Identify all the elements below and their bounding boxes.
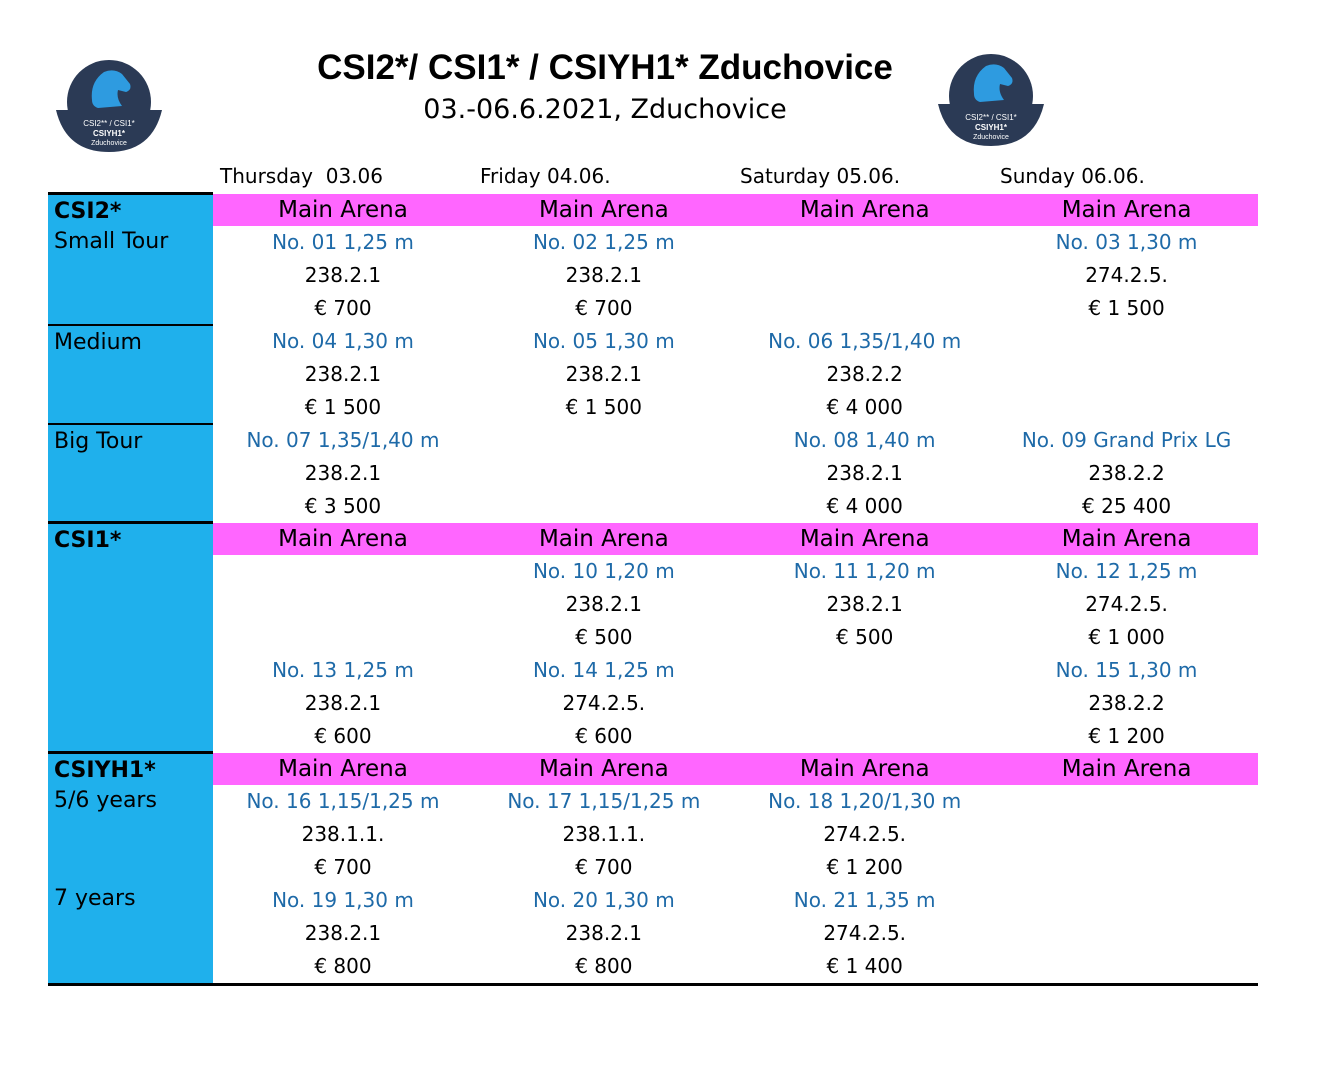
competition-prize: € 800 [575, 953, 633, 978]
competition-cell [213, 785, 474, 884]
competition-name: No. 20 1,30 m [532, 887, 675, 912]
competition-cell [995, 226, 1258, 325]
competition-name: No. 13 1,25 m [272, 657, 414, 682]
competition-cell [734, 884, 995, 985]
schedule-table [48, 192, 1258, 986]
table-row [48, 884, 1258, 985]
arena-cell: Main Arena [213, 753, 474, 785]
competition-cell [213, 884, 474, 985]
competition-name: No. 15 1,30 m [1055, 657, 1198, 682]
competition-cell [213, 555, 474, 654]
competition-rule: 238.2.2 [1088, 460, 1165, 485]
competition-cell [734, 325, 995, 424]
row-label: 5/6 years [54, 788, 157, 813]
competition-rule: 238.2.1 [565, 361, 642, 386]
competition-rule: 274.2.5. [1085, 262, 1168, 287]
competition-name: No. 11 1,20 m [793, 558, 936, 583]
section-label-csi2 [48, 194, 213, 325]
section-title: CSI2* [54, 199, 122, 224]
section-label-csiyh1 [48, 753, 213, 985]
logo-text-line1: CSI2** / CSI1* [83, 119, 135, 128]
day-header-sunday: Sunday 06.06. [1000, 164, 1145, 188]
competition-name: No. 21 1,35 m [793, 887, 936, 912]
competition-rule: 238.1.1. [562, 821, 646, 846]
competition-name: No. 05 1,30 m [532, 328, 675, 353]
logo-text-line3: Zduchovice [973, 134, 1009, 141]
arena-cell: Main Arena [213, 523, 474, 555]
competition-name: No. 16 1,15/1,25 m [246, 788, 440, 813]
competition-cell [734, 555, 995, 654]
competition-prize: € 700 [314, 295, 372, 320]
arena-cell: Main Arena [473, 523, 734, 555]
arena-cell: Main Arena [734, 523, 995, 555]
competition-cell [734, 654, 995, 753]
competition-cell [473, 555, 734, 654]
competition-cell [213, 325, 474, 424]
competition-cell [995, 325, 1258, 424]
competition-cell [995, 654, 1258, 753]
competition-prize: € 600 [575, 723, 633, 748]
competition-cell [995, 555, 1258, 654]
competition-rule: 238.2.1 [826, 591, 903, 616]
competition-cell [995, 884, 1258, 985]
competition-cell [995, 785, 1258, 884]
competition-prize: € 1 000 [1088, 624, 1165, 649]
competition-rule: 274.2.5. [823, 821, 907, 846]
competition-cell [473, 226, 734, 325]
arena-cell: Main Arena [995, 753, 1258, 785]
day-headers [0, 162, 1320, 190]
competition-prize: € 500 [836, 624, 894, 649]
competition-prize: € 4 000 [826, 394, 903, 419]
competition-prize: € 1 500 [304, 394, 382, 419]
competition-prize: € 500 [575, 624, 633, 649]
competition-prize: € 25 400 [1082, 493, 1172, 518]
competition-name: No. 08 1,40 m [793, 427, 936, 452]
event-logo-left [52, 56, 166, 156]
competition-rule: 238.2.1 [304, 361, 382, 386]
logo-text-line2: CSIYH1* [92, 129, 126, 138]
competition-prize: € 700 [575, 295, 633, 320]
competition-name: No. 03 1,30 m [1055, 229, 1198, 254]
section-label-csi1 [48, 523, 213, 753]
arena-cell: Main Arena [473, 194, 734, 226]
logo-text-line3: Zduchovice [91, 140, 127, 147]
competition-rule: 238.2.1 [304, 262, 382, 287]
row-label-cell [48, 424, 213, 523]
table-row [48, 654, 1258, 753]
competition-cell [995, 424, 1258, 523]
arena-cell: Main Arena [995, 523, 1258, 555]
competition-name: No. 10 1,20 m [532, 558, 675, 583]
competition-name: No. 02 1,25 m [532, 229, 675, 254]
competition-name: No. 14 1,25 m [532, 657, 675, 682]
competition-cell [213, 226, 474, 325]
competition-name: No. 19 1,30 m [272, 887, 414, 912]
page-subtitle: 03.-06.6.2021, Zduchovice [423, 94, 787, 125]
competition-rule: 238.2.1 [565, 262, 642, 287]
competition-prize: € 1 200 [1088, 723, 1165, 748]
competition-prize: € 800 [314, 953, 372, 978]
table-row [48, 555, 1258, 654]
row-label: 7 years [54, 886, 136, 911]
competition-rule: 238.2.2 [1088, 690, 1165, 715]
logo-text-line2: CSIYH1* [974, 123, 1008, 132]
competition-cell [734, 226, 995, 325]
horse-head-logo-icon [934, 50, 1048, 150]
competition-cell [473, 325, 734, 424]
competition-rule: 274.2.5. [1085, 591, 1168, 616]
competition-name: No. 07 1,35/1,40 m [246, 427, 440, 452]
competition-rule: 274.2.5. [562, 690, 646, 715]
arena-row-csi1 [48, 523, 1258, 555]
arena-cell: Main Arena [734, 194, 995, 226]
table-row [48, 785, 1258, 884]
competition-prize: € 700 [314, 854, 372, 879]
competition-cell [473, 424, 734, 523]
competition-rule: 238.2.2 [826, 361, 903, 386]
competition-cell [213, 654, 474, 753]
day-header-saturday: Saturday 05.06. [740, 164, 901, 188]
day-header-thursday: Thursday 03.06 [220, 164, 383, 188]
competition-name: No. 09 Grand Prix LG [1021, 427, 1232, 452]
competition-cell [473, 884, 734, 985]
competition-cell [734, 785, 995, 884]
competition-rule: 238.2.1 [565, 920, 642, 945]
competition-rule: 238.1.1. [301, 821, 385, 846]
event-logo-right [934, 50, 1048, 150]
row-label: Medium [54, 329, 142, 355]
arena-row-csiyh1 [48, 753, 1258, 785]
arena-row-csi2 [48, 194, 1258, 226]
competition-rule: 238.2.1 [304, 690, 382, 715]
competition-prize: € 1 500 [565, 394, 642, 419]
section-title: CSI1* [54, 528, 122, 553]
competition-rule: 238.2.1 [565, 591, 642, 616]
competition-cell [473, 654, 734, 753]
competition-cell [473, 785, 734, 884]
competition-rule: 238.2.1 [826, 460, 903, 485]
competition-name: No. 17 1,15/1,25 m [507, 788, 701, 813]
competition-name: No. 01 1,25 m [272, 229, 414, 254]
competition-rule: 274.2.5. [823, 920, 907, 945]
competition-name: No. 12 1,25 m [1055, 558, 1198, 583]
competition-cell [213, 424, 474, 523]
competition-name: No. 06 1,35/1,40 m [768, 328, 962, 353]
horse-head-logo-icon [52, 56, 166, 156]
row-label: Big Tour [54, 428, 143, 454]
day-header-friday: Friday 04.06. [480, 164, 611, 188]
row-label-cell [48, 325, 213, 424]
competition-prize: € 1 200 [826, 854, 903, 879]
arena-cell: Main Arena [995, 194, 1258, 226]
competition-prize: € 1 400 [826, 953, 903, 978]
arena-cell: Main Arena [734, 753, 995, 785]
competition-cell [734, 424, 995, 523]
logo-text-line1: CSI2** / CSI1* [965, 113, 1017, 122]
table-row [48, 226, 1258, 325]
row-label: Small Tour [54, 229, 169, 254]
arena-cell: Main Arena [473, 753, 734, 785]
competition-rule: 238.2.1 [304, 920, 382, 945]
competition-prize: € 1 500 [1088, 295, 1165, 320]
competition-prize: € 600 [314, 723, 372, 748]
section-title: CSIYH1* [54, 758, 156, 783]
competition-prize: € 4 000 [826, 493, 903, 518]
table-row [48, 424, 1258, 523]
table-row [48, 325, 1258, 424]
competition-rule: 238.2.1 [304, 460, 382, 485]
competition-name: No. 04 1,30 m [272, 328, 414, 353]
arena-cell: Main Arena [213, 194, 474, 226]
page-title: CSI2*/ CSI1* / CSIYH1* Zduchovice [317, 48, 893, 87]
competition-prize: € 3 500 [304, 493, 382, 518]
competition-name: No. 18 1,20/1,30 m [768, 788, 962, 813]
competition-prize: € 700 [575, 854, 633, 879]
